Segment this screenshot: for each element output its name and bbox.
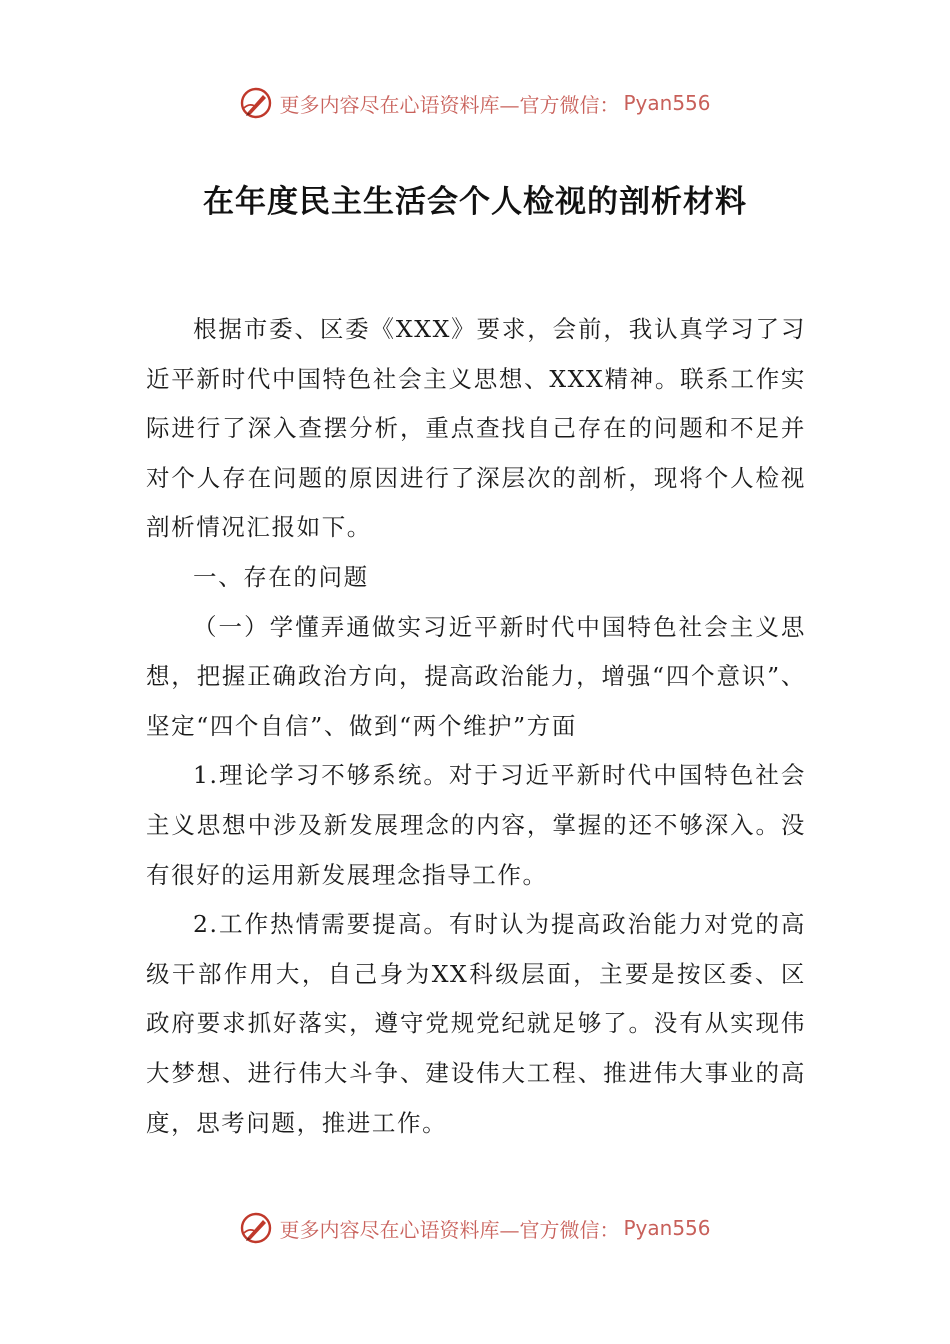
watermark-wechat-id: Pyan556 <box>623 1216 711 1240</box>
watermark-wechat-id: Pyan556 <box>623 91 711 115</box>
document-title: 在年度民主生活会个人检视的剖析材料 <box>203 184 747 220</box>
header-watermark <box>0 83 950 123</box>
issue-paragraph-1: 1.理论学习不够系统。对于习近平新时代中国特色社会主义思想中涉及新发展理念的内容，掌握的还不够深入。没有很好的运用新发展理念指导工作。 <box>146 761 806 889</box>
watermark-text: 更多内容尽在心语资料库—官方微信： <box>279 1217 620 1242</box>
pen-logo-icon <box>239 1211 273 1245</box>
pen-logo-icon <box>239 86 273 120</box>
subsection-heading: （一）学懂弄通做实习近平新时代中国特色社会主义思想，把握正确政治方向，提高政治能力，增强“四个意识”、坚定“四个自信”、做到“两个维护”方面 <box>146 612 806 740</box>
intro-paragraph: 根据市委、区委《XXX》要求，会前，我认真学习了习近平新时代中国特色社会主义思想、XXX精神。联系工作实际进行了深入查摆分析，重点查找自己存在的问题和不足并对个人存在问题的原因进行了深层次的剖析，现将个人检视剖析情况汇报如下。 <box>146 315 806 542</box>
section-heading: 一、存在的问题 <box>193 562 369 591</box>
document-body <box>146 305 806 1148</box>
issue-paragraph-2: 2.工作热情需要提高。有时认为提高政治能力对党的高级干部作用大，自己身为XX科级层面，主要是按区委、区政府要求抓好落实，遵守党规党纪就足够了。没有从实现伟大梦想、进行伟大斗争、建设伟大工程、推进伟大事业的高度，思考问题，推进工作。 <box>146 910 806 1137</box>
footer-watermark <box>0 1208 950 1248</box>
watermark-text: 更多内容尽在心语资料库—官方微信： <box>279 92 620 117</box>
